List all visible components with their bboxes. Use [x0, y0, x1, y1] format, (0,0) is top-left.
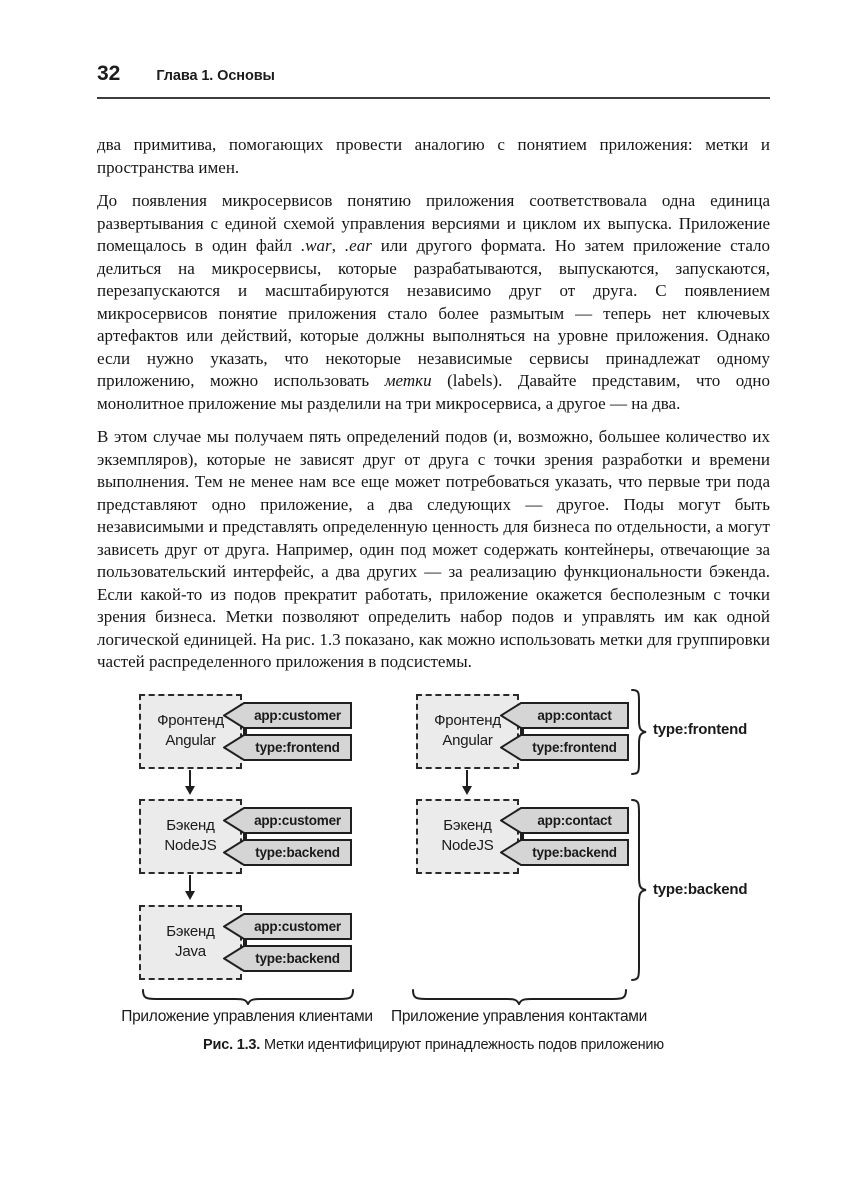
- tag-text: app:customer: [254, 812, 341, 828]
- label-tag: [223, 734, 352, 761]
- arrow-down-icon: [466, 770, 468, 791]
- tag-text: type:backend: [255, 844, 340, 860]
- label-tag: [223, 913, 352, 940]
- arrow-down-icon: [189, 875, 191, 896]
- brace-label-type-frontend: type:frontend: [653, 720, 748, 738]
- label-tag: [500, 702, 629, 729]
- page-header: [97, 0, 770, 86]
- chapter-title: Глава 1. Основы: [156, 68, 275, 84]
- pod-name-line: Фронтенд: [434, 712, 501, 729]
- curly-underbrace: [142, 989, 354, 1005]
- figure-1-3: [97, 687, 770, 1029]
- arrow-down-icon: [189, 770, 191, 791]
- figure-caption-number: Рис. 1.3.: [203, 1036, 261, 1053]
- pod-name-line: NodeJS: [164, 837, 217, 854]
- pod-name-line: Фронтенд: [157, 712, 224, 729]
- tag-text: type:backend: [255, 950, 340, 966]
- paragraph-2: До появления микросервисов понятию приложения соответствовала одна единица развертывания с единой схемой управления версиями и циклом их выпуска. Приложение помещалось в один файл .war, .ear или другого формата. Но затем приложение стало делиться на микросервисы, которые разрабатываются, выпускаются, запускаются, перезапускаются и масштабируются независимо друг от друга. С появлением микросервисов понятие приложения стало более размытым — теперь нет ключевых артефактов или действий, которые должны выполняться на уровне приложения. Однако если нужно указать, что некоторые независимые сервисы принадлежат одному приложению, можно использовать метки (labels). Давайте представим, что одно монолитное приложение мы разделили на три микросервиса, а другое — на два.: [97, 191, 770, 413]
- curly-brace-frontend: [631, 689, 647, 775]
- figure-caption-text: Метки идентифицируют принадлежность подов приложению: [260, 1036, 664, 1053]
- label-tag: [223, 839, 352, 866]
- label-tag: [500, 807, 629, 834]
- paragraph-1: два примитива, помогающих провести аналогию с понятием приложения: метки и пространства имен.: [97, 135, 770, 177]
- page-number: 32: [97, 62, 121, 85]
- pod-name-line: Бэкенд: [443, 817, 492, 834]
- header-rule: [97, 97, 770, 99]
- tag-text: app:customer: [254, 918, 341, 934]
- pod-name-line: NodeJS: [441, 837, 494, 854]
- tag-text: app:contact: [537, 812, 612, 828]
- figure-caption: [97, 1037, 770, 1053]
- tag-text: type:backend: [532, 844, 617, 860]
- tag-text: type:frontend: [532, 739, 617, 755]
- pod-name-line: Бэкенд: [166, 923, 215, 940]
- figure-group-label-contacts: Приложение управления контактами: [391, 1007, 647, 1025]
- pod-name-line: Бэкенд: [166, 817, 215, 834]
- label-tag: [500, 734, 629, 761]
- label-tag: [223, 945, 352, 972]
- pod-name-line: Angular: [165, 732, 216, 749]
- curly-brace-backend: [631, 799, 647, 981]
- tag-text: app:contact: [537, 707, 612, 723]
- body-text: [97, 134, 770, 674]
- label-tag: [223, 702, 352, 729]
- label-tag: [500, 839, 629, 866]
- pod-name-line: Angular: [442, 732, 493, 749]
- label-tag: [223, 807, 352, 834]
- pod-name-line: Java: [175, 943, 206, 960]
- brace-label-type-backend: type:backend: [653, 880, 748, 898]
- curly-underbrace: [412, 989, 627, 1005]
- tag-text: type:frontend: [255, 739, 340, 755]
- figure-group-label-customers: Приложение управления клиентами: [121, 1007, 373, 1025]
- tag-text: app:customer: [254, 707, 341, 723]
- paragraph-3: В этом случае мы получаем пять определений подов (и, возможно, большее количество их экземпляров), которые не зависят друг от друга с точки зрения разработки и времени выполнения. Тем не менее нам все еще может потребоваться указать, что первые три пода представляют одно приложение, а два следующих — другое. Поды могут быть независимыми и представлять определенную ценность для бизнеса по отдельности, а могут зависеть друг от друга. Например, один под может содержать контейнеры, отвечающие за пользовательский интерфейс, а два других — за реализацию функциональности бэкенда. Если какой-то из подов прекратит работать, приложение окажется бесполезным с точки зрения бизнеса. Метки позволяют определить набор подов и управлять им как одной логической единицей. На рис. 1.3 показано, как можно использовать метки для группировки частей распределенного приложения в подсистемы.: [97, 427, 770, 671]
